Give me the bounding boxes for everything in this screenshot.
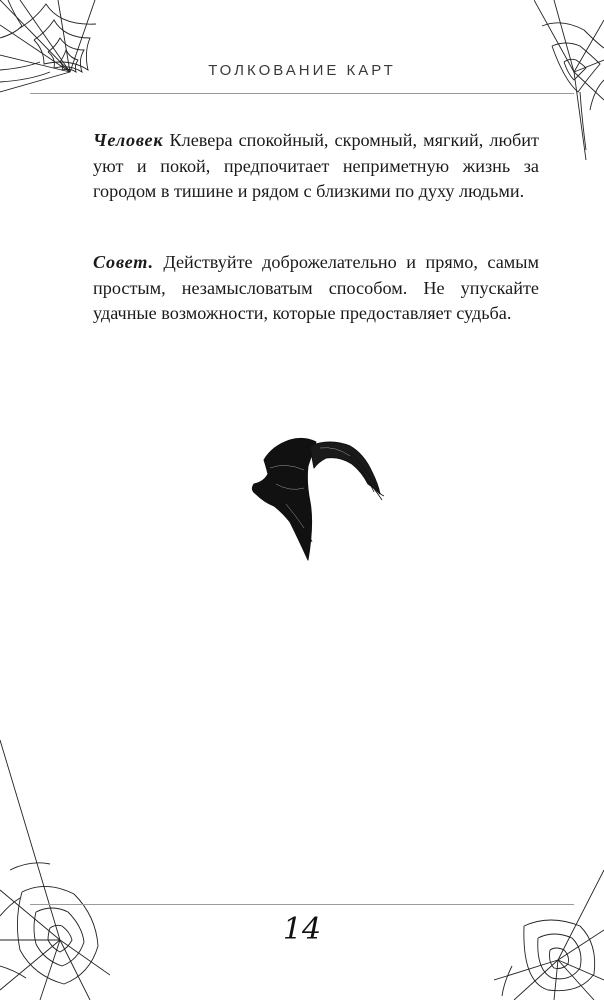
paragraph-lead: Человек	[93, 130, 164, 150]
spider-web-top-right-icon	[534, 0, 604, 160]
paragraph-text: Действуйте доброжелательно и прямо, самым простым, незамысловатым способом. Не упускайте удачные возможности, которые предоставляет судьба.	[93, 252, 539, 324]
paragraph-person	[93, 128, 539, 205]
paragraph-advice	[93, 250, 539, 327]
bat-icon	[246, 432, 386, 571]
running-head: ТОЛКОВАНИЕ КАРТ	[208, 62, 396, 79]
paragraph-text: Клевера спокойный, скромный, мягкий, любит уют и покой, предпочитает неприметную жизнь за городом в тишине и рядом с близкими по духу людьми.	[93, 130, 539, 202]
spider-web-bottom-left-icon	[0, 740, 110, 1000]
paragraph-lead: Совет.	[93, 252, 154, 272]
page-number: 14	[282, 912, 322, 947]
header-rule	[30, 93, 574, 94]
footer-rule	[30, 904, 574, 905]
